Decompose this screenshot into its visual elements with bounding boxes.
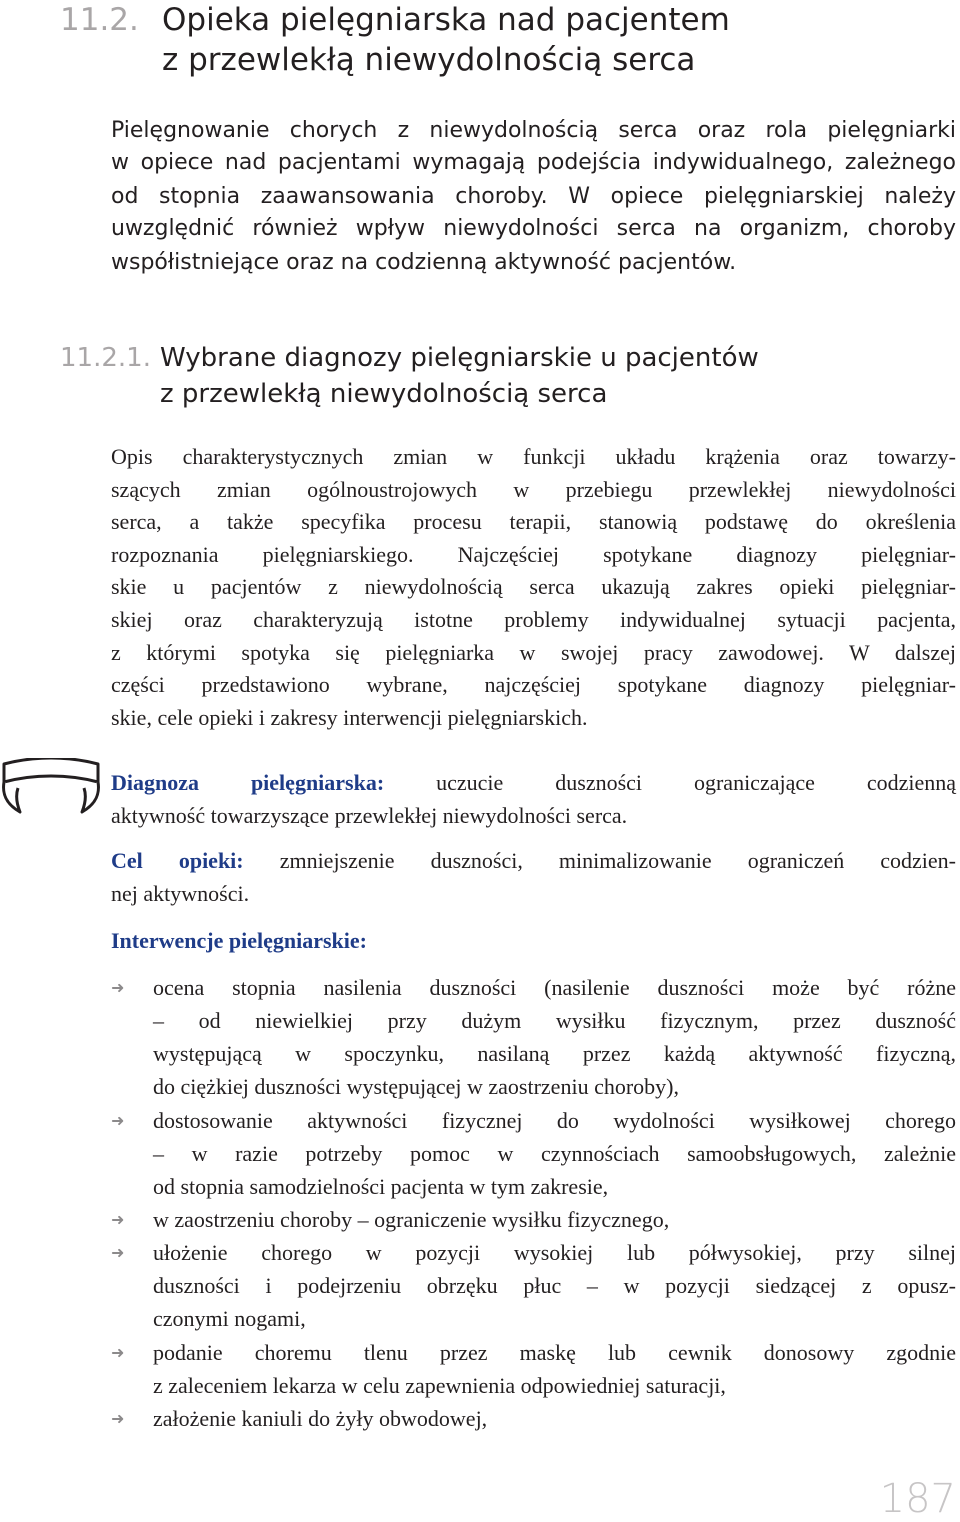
goal-line1 <box>111 845 956 878</box>
intervention-line: do ciężkiej duszności występującej w zaostrzeniu choroby), <box>153 1074 679 1099</box>
section-number: 11.2. <box>60 2 139 38</box>
goal-label: Cel opieki: <box>111 848 244 873</box>
section-title-line2: z przewlekłą niewydolnością serca <box>162 42 696 78</box>
intervention-line: podanie choremu tlenu przez maskę lub cewnik donosowy zgodnie <box>153 1340 956 1365</box>
subsection-title-line1: Wybrane diagnozy pielęgniarskie u pacjentów <box>160 343 759 373</box>
diagnosis-line1 <box>111 767 956 800</box>
diagnosis-label: Diagnoza pielęgniarska: <box>111 770 385 795</box>
section-title-line1: Opieka pielęgniarska nad pacjentem <box>162 2 730 38</box>
intervention-line: – od niewielkiej przy dużym wysiłku fizycznym, przez duszność <box>153 1008 956 1033</box>
intro-line: współistniejące oraz na codzienną aktywność pacjentów. <box>111 250 737 275</box>
subsection-title-line2: z przewlekłą niewydolnością serca <box>160 379 608 409</box>
arrow-right-icon: ➜ <box>111 1411 125 1428</box>
interventions-heading: Interwencje pielęgniarskie: <box>111 928 367 953</box>
body-line: Opis charakterystycznych zmian w funkcji układu krążenia oraz towarzy- <box>111 444 956 469</box>
diagnosis-text: uczucie duszności ograniczające codzienną <box>436 770 957 795</box>
intervention-line: ocena stopnia nasilenia duszności (nasilenie duszności może być różne <box>153 975 956 1000</box>
intervention-line: z zaleceniem lekarza w celu zapewnienia odpowiedniej saturacji, <box>153 1373 726 1398</box>
arrow-right-icon: ➜ <box>111 980 125 997</box>
body-line: serca, a także specyfika procesu terapii, stanowią podstawę do określenia <box>111 509 956 534</box>
arrow-right-icon: ➜ <box>111 1245 125 1262</box>
intervention-line: w zaostrzeniu choroby – ograniczenie wysiłku fizycznego, <box>153 1207 670 1232</box>
body-line: skiej oraz charakteryzują istotne problemy indywidualnej sytuacji pacjenta, <box>111 607 956 632</box>
body-line: szących zmian ogólnoustrojowych w przebiegu przewlekłej niewydolności <box>111 477 956 502</box>
goal-text: zmniejszenie duszności, minimalizowanie ograniczeń codzien- <box>279 848 956 873</box>
body-line: z którymi spotyka się pielęgniarka w swojej pracy zawodowej. W dalszej <box>111 640 956 665</box>
goal-line2: nej aktywności. <box>111 881 250 906</box>
body-line: skie, cele opieki i zakresy interwencji pielęgniarskich. <box>111 705 588 730</box>
arrow-right-icon: ➜ <box>111 1113 125 1130</box>
page-number: 187 <box>879 1476 956 1522</box>
intervention-line: ułożenie chorego w pozycji wysokiej lub półwysokiej, przy silnej <box>153 1240 956 1265</box>
intro-line: uwzględnić również wpływ niewydolności serca na organizm, choroby <box>111 216 956 241</box>
intro-line: w opiece nad pacjentami wymagają podejścia indywidualnego, zależnego <box>111 150 956 175</box>
ribbon-icon <box>0 758 102 820</box>
intervention-line: dostosowanie aktywności fizycznej do wydolności wysiłkowej chorego <box>153 1108 956 1133</box>
subsection-number: 11.2.1. <box>60 343 151 373</box>
intervention-line: – w razie potrzeby pomoc w czynnościach samoobsługowych, zależnie <box>153 1141 956 1166</box>
intervention-line: duszności i podejrzeniu obrzęku płuc – w pozycji siedzącej z opusz- <box>153 1273 956 1298</box>
diagnosis-line2: aktywność towarzyszące przewlekłej niewydolności serca. <box>111 803 628 828</box>
subsection-heading <box>60 340 940 412</box>
intervention-line: czonymi nogami, <box>153 1306 306 1331</box>
body-line: skie u pacjentów z niewydolnością serca ukazują zakres opieki pielęgniar- <box>111 574 956 599</box>
arrow-right-icon: ➜ <box>111 1212 125 1229</box>
arrow-right-icon: ➜ <box>111 1345 125 1362</box>
intervention-line: założenie kaniuli do żyły obwodowej, <box>153 1406 488 1431</box>
intro-line: od stopnia zaawansowania choroby. W opiece pielęgniarskiej należy <box>111 184 956 209</box>
body-line: rozpoznania pielęgniarskiego. Najczęściej spotykane diagnozy pielęgniar- <box>111 542 956 567</box>
intervention-line: od stopnia samodzielności pacjenta w tym zakresie, <box>153 1174 609 1199</box>
body-line: części przedstawiono wybrane, najczęściej spotykane diagnozy pielęgniar- <box>111 672 956 697</box>
intervention-line: występującą w spoczynku, nasilaną przez każdą aktywność fizyczną, <box>153 1041 956 1066</box>
section-heading <box>60 0 940 80</box>
intro-line: Pielęgnowanie chorych z niewydolnością serca oraz rola pielęgniarki <box>111 118 956 143</box>
